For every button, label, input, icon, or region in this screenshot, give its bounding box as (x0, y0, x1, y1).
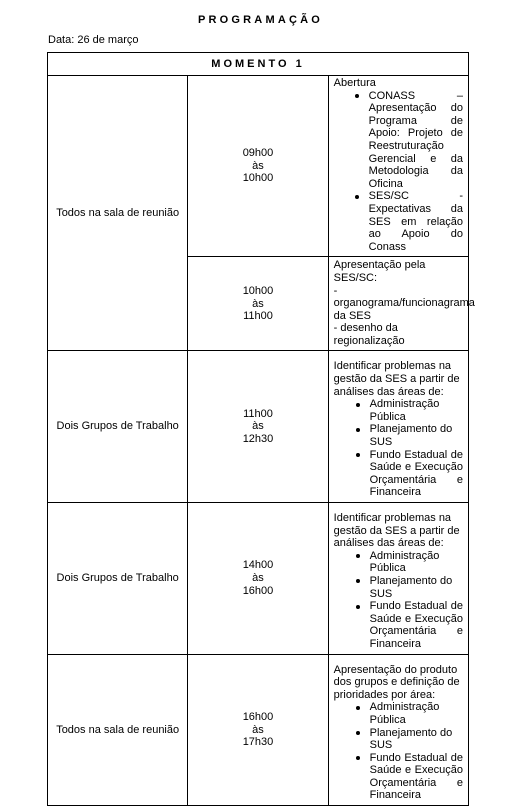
time-start: 16h00 (242, 710, 274, 723)
time-end: 11h00 (243, 310, 273, 323)
activity-line: - organograma/funcionagrama da SES (333, 284, 475, 322)
table-row (48, 76, 469, 257)
list-item: CONASS – Apresentação do Programa de Apoio: Projeto de Reestruturação Gerencial e da Metodologia da Oficina (368, 89, 463, 190)
time-sep: às (252, 571, 264, 584)
time-start: 09h00 (242, 147, 274, 160)
location-cell: Todos na sala de reunião (48, 654, 188, 806)
list-item: Administração Pública (370, 398, 463, 423)
time-cell (188, 654, 328, 806)
list-item: Planejamento do SUS (370, 423, 463, 448)
list-item: Administração Pública (370, 550, 463, 575)
activity-cell (328, 654, 468, 806)
activity-list (334, 398, 463, 499)
time-cell (188, 351, 328, 503)
time-sep: às (252, 159, 264, 172)
document-title: PROGRAMAÇÃO (197, 14, 324, 26)
activity-list (334, 701, 463, 802)
list-item: Administração Pública (370, 701, 463, 726)
table-row (48, 351, 469, 503)
activity-list (334, 550, 463, 651)
time-cell (188, 257, 328, 351)
location-cell: Dois Grupos de Trabalho (48, 351, 188, 503)
time-cell (188, 503, 328, 655)
table-row (48, 503, 469, 655)
activity-lead: Identificar problemas na gestão da SES a partir de análises das áreas de: (333, 512, 460, 550)
document-date: Data: 26 de março (48, 34, 139, 46)
activity-cell (328, 351, 468, 503)
activity-list (334, 90, 463, 254)
activity-cell (328, 76, 468, 257)
activity-lead: Apresentação do produto dos grupos e definição de prioridades por área: (333, 663, 460, 701)
time-end: 10h00 (242, 172, 274, 185)
activity-lead: Identificar problemas na gestão da SES a partir de análises das áreas de: (333, 360, 460, 398)
table-row (48, 654, 469, 806)
time-sep: às (252, 297, 264, 310)
location-cell: Dois Grupos de Trabalho (48, 503, 188, 655)
activity-cell (328, 257, 475, 351)
location-cell: Todos na sala de reunião (48, 76, 188, 351)
list-item: Planejamento do SUS (370, 575, 463, 600)
time-start: 10h00 (242, 285, 274, 297)
time-start: 14h00 (242, 559, 274, 572)
table-header: MOMENTO 1 (48, 53, 469, 76)
time-sep: às (252, 420, 264, 433)
activity-lead: Abertura (333, 77, 376, 89)
activity-line: - desenho da regionalização (333, 322, 405, 347)
table-header-row (48, 53, 469, 76)
time-end: 12h30 (242, 433, 274, 446)
list-item: Planejamento do SUS (370, 727, 463, 752)
time-end: 17h30 (242, 736, 274, 749)
time-sep: às (252, 723, 264, 736)
time-end: 16h00 (242, 584, 274, 597)
time-start: 11h00 (243, 407, 273, 420)
list-item: SES/SC - Expectativas da SES em relação ao Apoio do Conass (368, 190, 463, 253)
list-item: Fundo Estadual de Saúde e Execução Orçamentária e Financeira (369, 751, 463, 802)
schedule-table (47, 52, 475, 806)
time-cell (188, 76, 328, 257)
list-item: Fundo Estadual de Saúde e Execução Orçamentária e Financeira (369, 448, 463, 499)
activity-cell (328, 503, 468, 655)
activity-lead: Apresentação pela SES/SC: (333, 259, 426, 284)
list-item: Fundo Estadual de Saúde e Execução Orçamentária e Financeira (369, 600, 463, 650)
